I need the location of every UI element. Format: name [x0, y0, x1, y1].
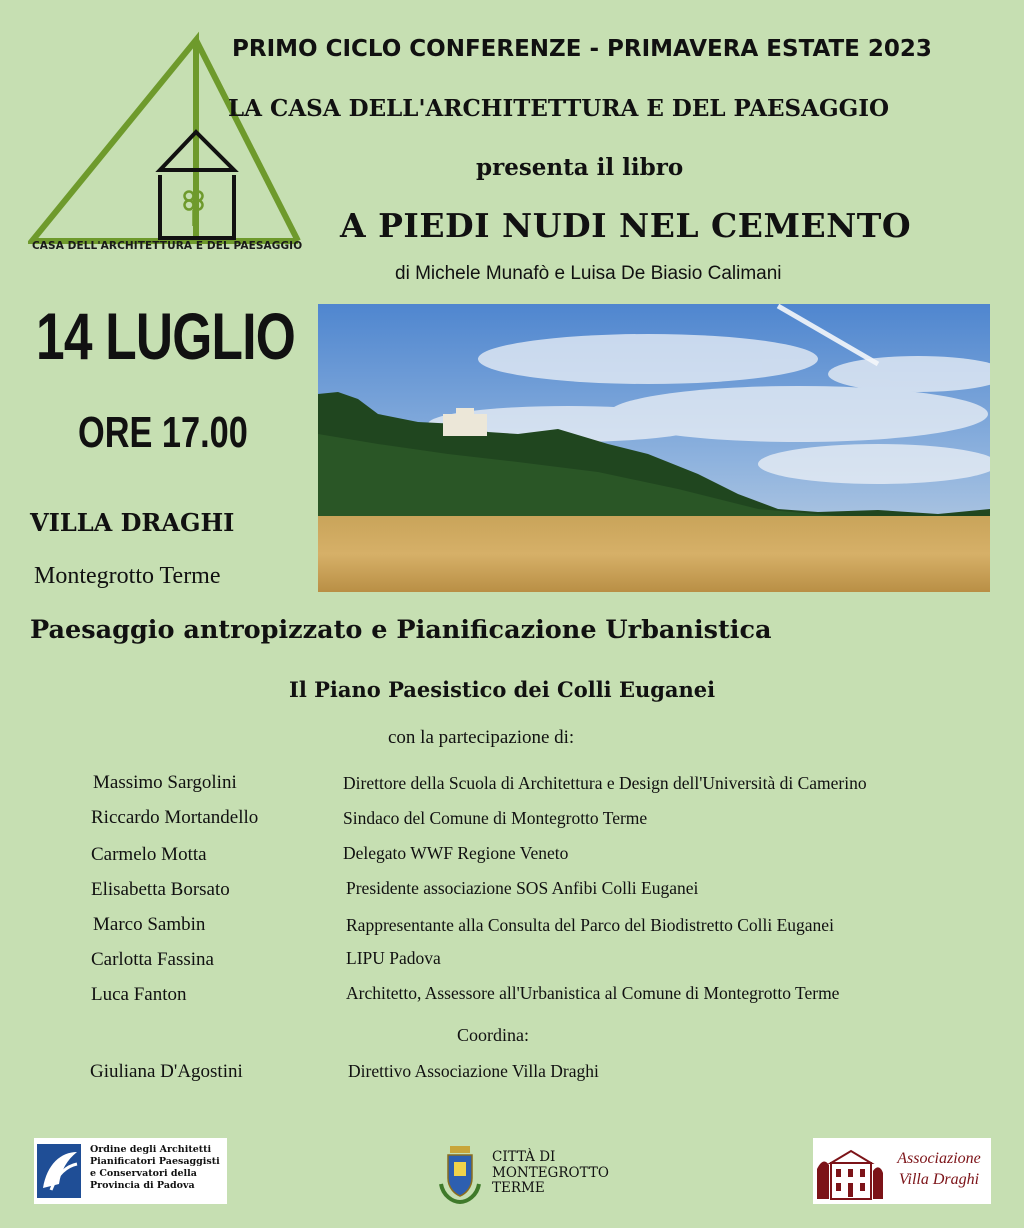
comune-text: CITTÀ DI MONTEGROTTO TERME — [492, 1149, 609, 1196]
comune-montegrotto-logo — [437, 1144, 637, 1204]
landscape-photo — [318, 304, 990, 592]
ordine-architetti-logo — [34, 1138, 227, 1204]
event-date: 14 LUGLIO — [36, 299, 296, 373]
participant-name: Carlotta Fassina — [91, 949, 214, 970]
participant-name: Marco Sambin — [93, 914, 206, 935]
coordinator-role: Direttivo Associazione Villa Draghi — [348, 1061, 599, 1081]
casa-architettura-logo — [28, 30, 318, 245]
participant-role: Delegato WWF Regione Veneto — [343, 843, 569, 863]
associazione-text: Associazione Villa Draghi — [897, 1150, 981, 1188]
event-place: Montegrotto Terme — [34, 563, 221, 589]
participant-name: Riccardo Mortandello — [91, 807, 259, 828]
coordination-label: Coordina: — [457, 1025, 529, 1045]
coat-of-arms-icon — [437, 1144, 483, 1204]
participant-role: Presidente associazione SOS Anfibi Colli Euganei — [346, 878, 699, 898]
participant-role: Architetto, Assessore all'Urbanistica al Comune di Montegrotto Terme — [346, 983, 840, 1003]
participant-name: Luca Fanton — [91, 984, 187, 1005]
conference-topic: Paesaggio antropizzato e Pianificazione Urbanistica — [30, 615, 772, 645]
coordinator-name: Giuliana D'Agostini — [90, 1061, 243, 1082]
series-title: PRIMO CICLO CONFERENZE - PRIMAVERA ESTATE 2023 — [232, 36, 932, 62]
ordine-text: Ordine degli Architetti Pianificatori Paesaggisti e Conservatori della Provincia di Padova — [90, 1144, 220, 1191]
associazione-villa-draghi-logo — [813, 1138, 991, 1204]
organizer-title: LA CASA DELL'ARCHITETTURA E DEL PAESAGGIO — [228, 95, 890, 122]
participation-label: con la partecipazione di: — [388, 727, 575, 748]
participant-role: Sindaco del Comune di Montegrotto Terme — [343, 808, 648, 828]
conference-subtopic: Il Piano Paesistico dei Colli Euganei — [289, 677, 716, 702]
participant-role: LIPU Padova — [346, 948, 441, 968]
participant-name: Elisabetta Borsato — [91, 879, 230, 900]
book-authors: di Michele Munafò e Luisa De Biasio Calimani — [395, 263, 782, 284]
participant-role: Direttore della Scuola di Architettura e Design dell'Università di Camerino — [343, 773, 867, 793]
event-venue: VILLA DRAGHI — [30, 508, 235, 537]
participant-role: Rappresentante alla Consulta del Parco del Biodistretto Colli Euganei — [346, 915, 834, 935]
villa-icon — [815, 1141, 885, 1201]
logo-caption: CASA DELL'ARCHITETTURA E DEL PAESAGGIO — [32, 240, 303, 252]
book-title: A PIEDI NUDI NEL CEMENTO — [340, 206, 912, 245]
participant-name: Massimo Sargolini — [93, 772, 237, 793]
presents-label: presenta il libro — [476, 154, 684, 181]
participant-name: Carmelo Motta — [91, 844, 207, 865]
event-time: ORE 17.00 — [78, 408, 248, 457]
ordine-emblem-icon — [37, 1144, 81, 1198]
